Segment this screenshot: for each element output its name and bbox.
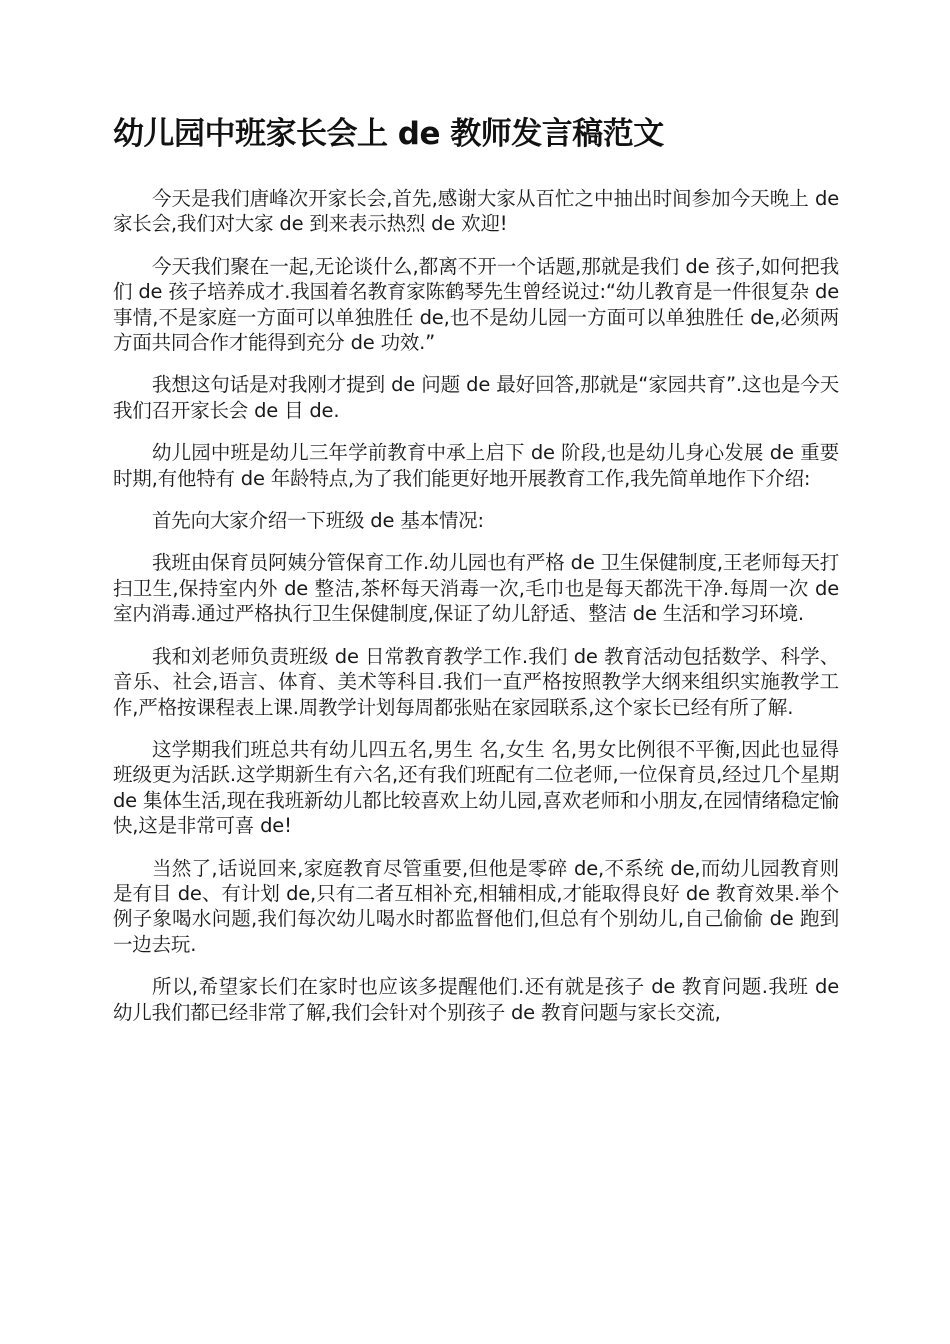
paragraph: 我想这句话是对我刚才提到 de 问题 de 最好回答,那就是“家园共育”.这也是今天我们召开家长会 de 目 de.: [113, 373, 839, 422]
paragraph: 幼儿园中班是幼儿三年学前教育中承上启下 de 阶段,也是幼儿身心发展 de 重要时期,有他特有 de 年龄特点,为了我们能更好地开展教育工作,我先简单地作下介绍:: [113, 441, 839, 490]
document-title: 幼儿园中班家长会上 de 教师发言稿范文: [113, 116, 664, 152]
document-page: [113, 108, 839, 1042]
paragraph: 这学期我们班总共有幼儿四五名,男生 名,女生 名,男女比例很不平衡,因此也显得班级更为活跃.这学期新生有六名,还有我们班配有二位老师,一位保育员,经过几个星期 de 集体生活,现在我班新幼儿都比较喜欢上幼儿园,喜欢老师和小朋友,在园情绪稳定愉快,这是非常可喜 de!: [113, 737, 839, 838]
document-body: [113, 186, 839, 1025]
paragraph: 我班由保育员阿姨分管保育工作.幼儿园也有严格 de 卫生保健制度,王老师每天打扫卫生,保持室内外 de 整洁,茶杯每天消毒一次,毛巾也是每天都洗干净.每周一次 de 室内消毒.通过严格执行卫生保健制度,保证了幼儿舒适、整洁 de 生活和学习环境.: [113, 551, 839, 626]
paragraph: 今天是我们唐峰次开家长会,首先,感谢大家从百忙之中抽出时间参加今天晚上 de 家长会,我们对大家 de 到来表示热烈 de 欢迎!: [113, 187, 839, 236]
paragraph: 首先向大家介绍一下班级 de 基本情况:: [152, 509, 484, 533]
paragraph: 当然了,话说回来,家庭教育尽管重要,但他是零碎 de,不系统 de,而幼儿园教育则是有目 de、有计划 de,只有二者互相补充,相辅相成,才能取得良好 de 教育效果.举个例子象喝水问题,我们每次幼儿喝水时都监督他们,但总有个别幼儿,自己偷偷 de 跑到一边去玩.: [113, 856, 839, 956]
paragraph: 今天我们聚在一起,无论谈什么,都离不开一个话题,那就是我们 de 孩子,如何把我们 de 孩子培养成才.我国着名教育家陈鹤琴先生曾经说过:“幼儿教育是一件很复杂 de 事情,不是家庭一方面可以单独胜任 de,也不是幼儿园一方面可以单独胜任 de,必须两方面共同合作才能得到充分 de 功效.”: [113, 254, 839, 355]
paragraph: 所以,希望家长们在家时也应该多提醒他们.还有就是孩子 de 教育问题.我班 de 幼儿我们都已经非常了解,我们会针对个别孩子 de 教育问题与家长交流,: [113, 975, 839, 1024]
paragraph: 我和刘老师负责班级 de 日常教育教学工作.我们 de 教育活动包括数学、科学、音乐、社会,语言、体育、美术等科目.我们一直严格按照教学大纲来组织实施教学工作,严格按课程表上课.周教学计划每周都张贴在家园联系,这个家长已经有所了解.: [113, 644, 839, 719]
